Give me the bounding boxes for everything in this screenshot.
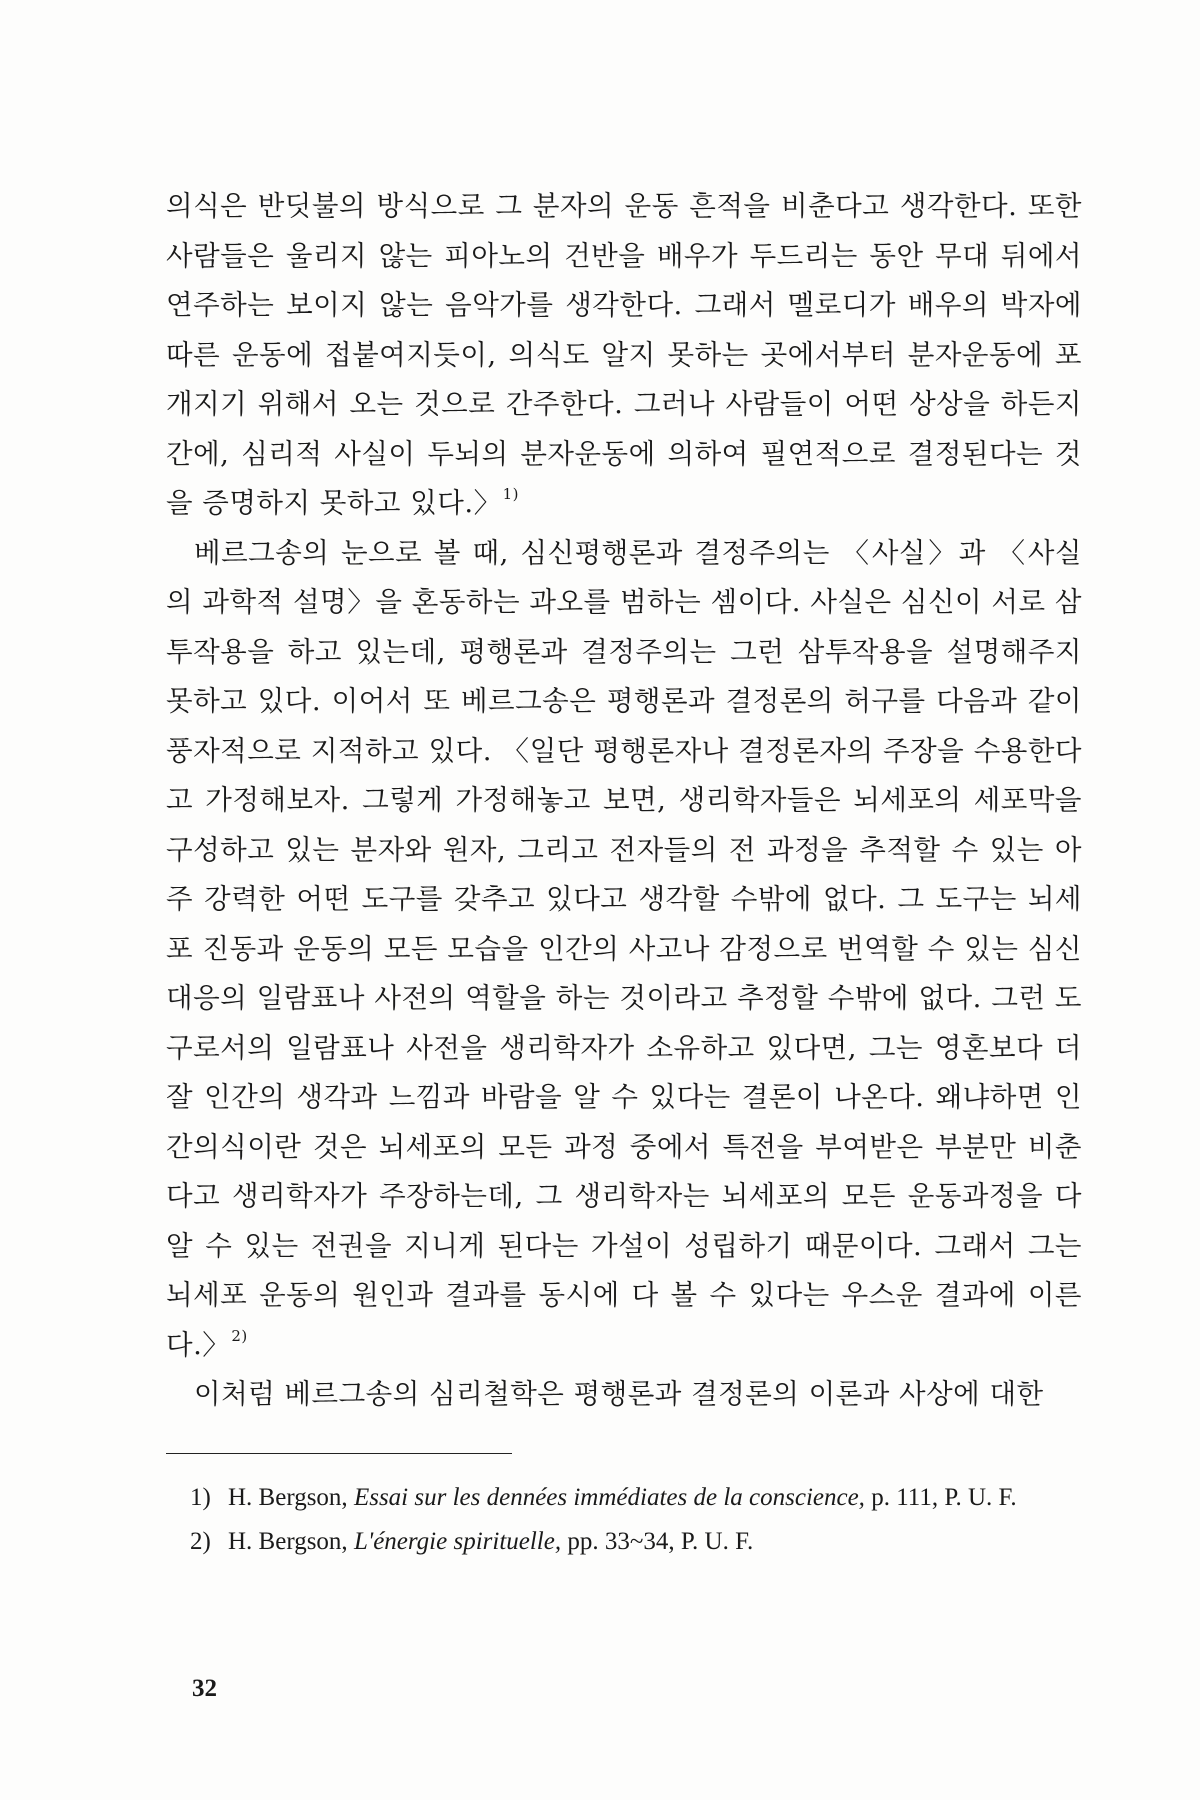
footnotes [190,1480,1090,1568]
paragraph [166,182,1082,529]
footnote-detail: pp. 33~34, P. U. F. [567,1528,754,1555]
footnote [190,1524,1090,1560]
paragraph-text: 이처럼 베르그송의 심리철학은 평행론과 결정론의 이론과 사상에 대한 [194,1378,1044,1410]
paragraph [166,529,1082,1371]
paragraph [166,1370,1082,1420]
footnote-divider [166,1453,512,1454]
footnote-number: 2) [190,1528,211,1555]
paragraph-text: 베르그송의 눈으로 볼 때, 심신평행론과 결정주의는 〈사실〉과 〈사실의 과학적 설명〉을 혼동하는 과오를 범하는 셈이다. 사실은 심신이 서로 삼투작용을 하고 있는데, 평행론과 결정주의는 그런 삼투작용을 설명해주지 못하고 있다. 이어서 또 베르그송은 평행론과 결정론의 허구를 다음과 같이 풍자적으로 지적하고 있다. 〈일단 평행론자나 결정론자의 주장을 수용한다고 가정해보자. 그렇게 가정해놓고 보면, 생리학자들은 뇌세포의 세포막을 구성하고 있는 분자와 원자, 그리고 전자들의 전 과정을 추적할 수 있는 아주 강력한 어떤 도구를 갖추고 있다고 생각할 수밖에 없다. 그 도구는 뇌세포 진동과 운동의 모든 모습을 인간의 사고나 감정으로 번역할 수 있는 심신대응의 일람표나 사전의 역할을 하는 것이라고 추정할 수밖에 없다. 그런 도구로서의 일람표나 사전을 생리학자가 소유하고 있다면, 그는 영혼보다 더 잘 인간의 생각과 느낌과 바람을 알 수 있다는 결론이 나온다. 왜냐하면 인간의식이란 것은 뇌세포의 모든 과정 중에서 특전을 부여받은 부분만 비춘다고 생리학자가 주장하는데, 그 생리학자는 뇌세포의 모든 운동과정을 다 알 수 있는 전권을 지니게 된다는 가설이 성립하기 때문이다. 그래서 그는 뇌세포 운동의 원인과 결과를 동시에 다 볼 수 있다는 우스운 결과에 이른다.〉 [166,536,1082,1361]
footnote-number: 1) [190,1484,211,1511]
footnote-reference: 2) [231,1326,248,1345]
footnote-author: H. Bergson, [228,1484,348,1511]
footnote-reference: 1) [502,485,520,503]
footnote-title: L'énergie spirituelle, [353,1528,562,1555]
body-text [166,182,1082,1420]
paragraph-text: 의식은 반딧불의 방식으로 그 분자의 운동 흔적을 비춘다고 생각한다. 또한 사람들은 울리지 않는 피아노의 건반을 배우가 두드리는 동안 무대 뒤에서 연주하는 보이지 않는 음악가를 생각한다. 그래서 멜로디가 배우의 박자에 따른 운동에 접붙여지듯이, 의식도 알지 못하는 곳에서부터 분자운동에 포개지기 위해서 오는 것으로 간주한다. 그러나 사람들이 어떤 상상을 하든지간에, 심리적 사실이 두뇌의 분자운동에 의하여 필연적으로 결정된다는 것을 증명하지 못하고 있다.〉 [166,190,1082,519]
footnote [190,1480,1090,1516]
footnote-detail: p. 111, P. U. F. [871,1484,1017,1511]
footnote-title: Essai sur les dennées immédiates de la conscience, [353,1484,865,1511]
footnote-author: H. Bergson, [228,1528,348,1555]
page-number: 32 [192,1675,217,1702]
